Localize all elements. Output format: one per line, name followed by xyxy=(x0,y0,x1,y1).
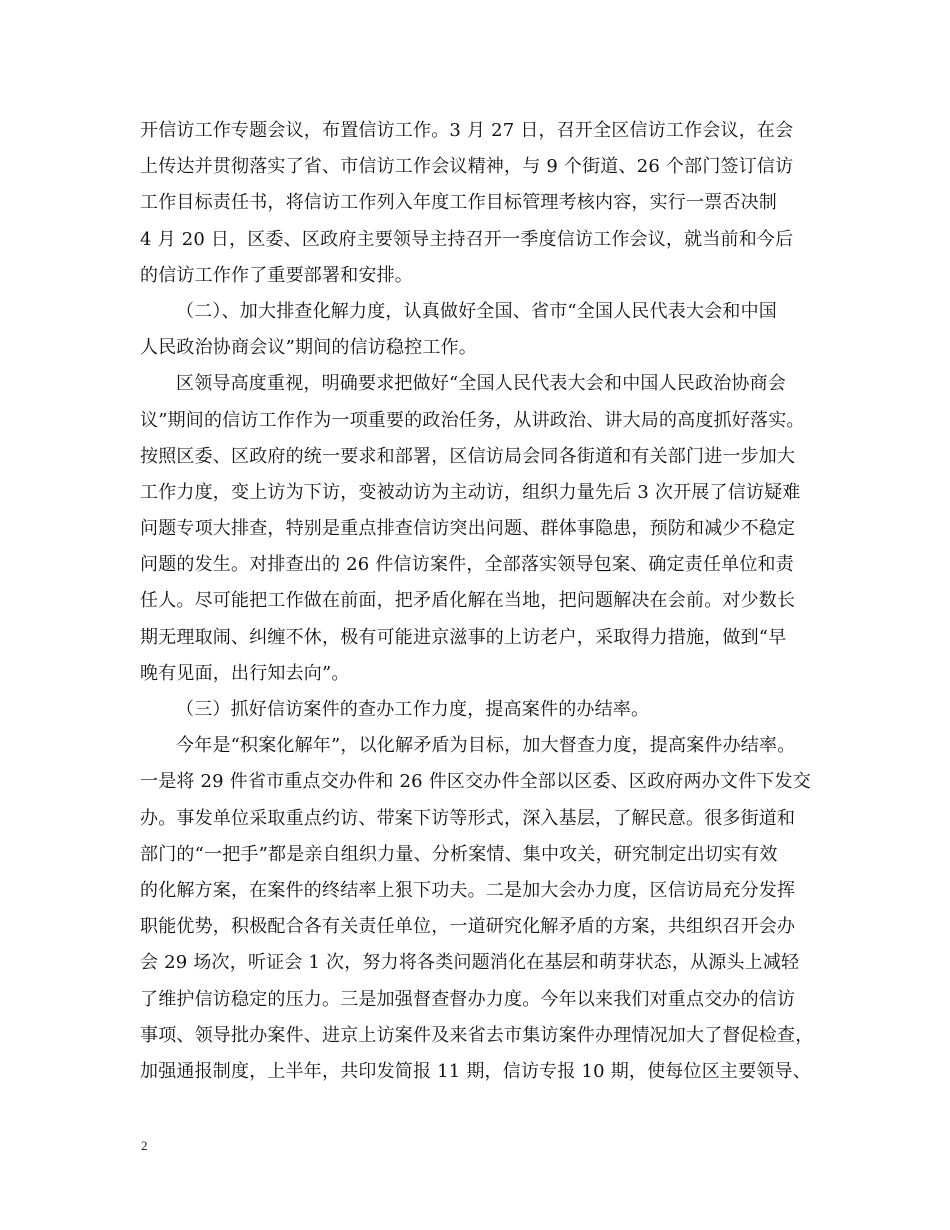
text-line: 事项、领导批办案件、进京上访案件及来省去市集访案件办理情况加大了督促检查， xyxy=(140,1024,814,1046)
text-line: 加强通报制度，上半年，共印发简报 11 期，信访专报 10 期，使每位区主要领导、 xyxy=(140,1060,811,1082)
text-line: 会 29 场次，听证会 1 次，努力将各类问题消化在基层和萌芽状态，从源头上减轻 xyxy=(140,952,800,974)
page-number: 2 xyxy=(141,1138,148,1153)
text-line: 工作力度，变上访为下访，变被动访为主动访，组织力量先后 3 次开展了信访疑难 xyxy=(140,481,801,503)
text-line: 一是将 29 件省市重点交办件和 26 件区交办件全部以区委、区政府两办文件下发交 xyxy=(140,771,811,793)
text-line: 上传达并贯彻落实了省、市信访工作会议精神，与 9 个街道、26 个部门签订信访 xyxy=(140,156,794,178)
paragraph-start: 今年是“积案化解年”，以化解矛盾为目标，加大督查力度，提高案件办结率。 xyxy=(176,735,796,757)
text-line: 工作目标责任书，将信访工作列入年度工作目标管理考核内容，实行一票否决制 xyxy=(140,192,777,214)
text-line: 按照区委、区政府的统一要求和部署，区信访局会同各街道和有关部门进一步加大 xyxy=(140,445,796,467)
text-line: 的化解方案，在案件的终结率上狠下功夫。二是加大会办力度，区信访局充分发挥 xyxy=(140,879,796,901)
text-line: 期无理取闹、纠缠不休，极有可能进京滋事的上访老户，采取得力措施，做到“早 xyxy=(140,626,787,648)
section-heading-3: （三）抓好信访案件的查办工作力度，提高案件的办结率。 xyxy=(176,699,650,720)
text-line: 了维护信访稳定的压力。三是加强督查督办力度。今年以来我们对重点交办的信访 xyxy=(140,988,796,1010)
section-heading-2: （二）、加大排查化解力度，认真做好全国、省市“全国人民代表大会和中国 xyxy=(176,300,777,322)
text-line: 的信访工作作了重要部署和安排。 xyxy=(140,264,413,286)
paragraph-start: 区领导高度重视，明确要求把做好“全国人民代表大会和中国人民政治协商会 xyxy=(176,373,786,395)
text-line: 开信访工作专题会议，布置信访工作。3 月 27 日，召开全区信访工作会议，在会 xyxy=(140,120,794,141)
text-line: 4 月 20 日，区委、区政府主要领导主持召开一季度信访工作会议，就当前和今后 xyxy=(140,228,794,250)
text-line: 议”期间的信访工作作为一项重要的政治任务，从讲政治、讲大局的高度抓好落实。 xyxy=(140,409,805,431)
text-line: 晚有见面，出行知去向”。 xyxy=(140,662,350,684)
body-text xyxy=(140,113,812,1090)
text-line: 部门的“一把手”都是亲自组织力量、分析案情、集中攻关，研究制定出切实有效 xyxy=(140,843,778,865)
text-line: 问题的发生。对排查出的 26 件信访案件，全部落实领导包案、确定责任单位和责 xyxy=(140,554,794,576)
text-line: 职能优势，积极配合各有关责任单位，一道研究化解矛盾的方案，共组织召开会办 xyxy=(140,916,796,938)
text-line: 办。事发单位采取重点约访、带案下访等形式，深入基层，了解民意。很多街道和 xyxy=(140,807,796,829)
text-line: 任人。尽可能把工作做在前面，把矛盾化解在当地，把问题解决在会前。对少数长 xyxy=(140,590,796,612)
text-line: 问题专项大排查，特别是重点排查信访突出问题、群体事隐患，预防和减少不稳定 xyxy=(140,518,796,540)
text-line: 人民政治协商会议”期间的信访稳控工作。 xyxy=(140,337,478,359)
